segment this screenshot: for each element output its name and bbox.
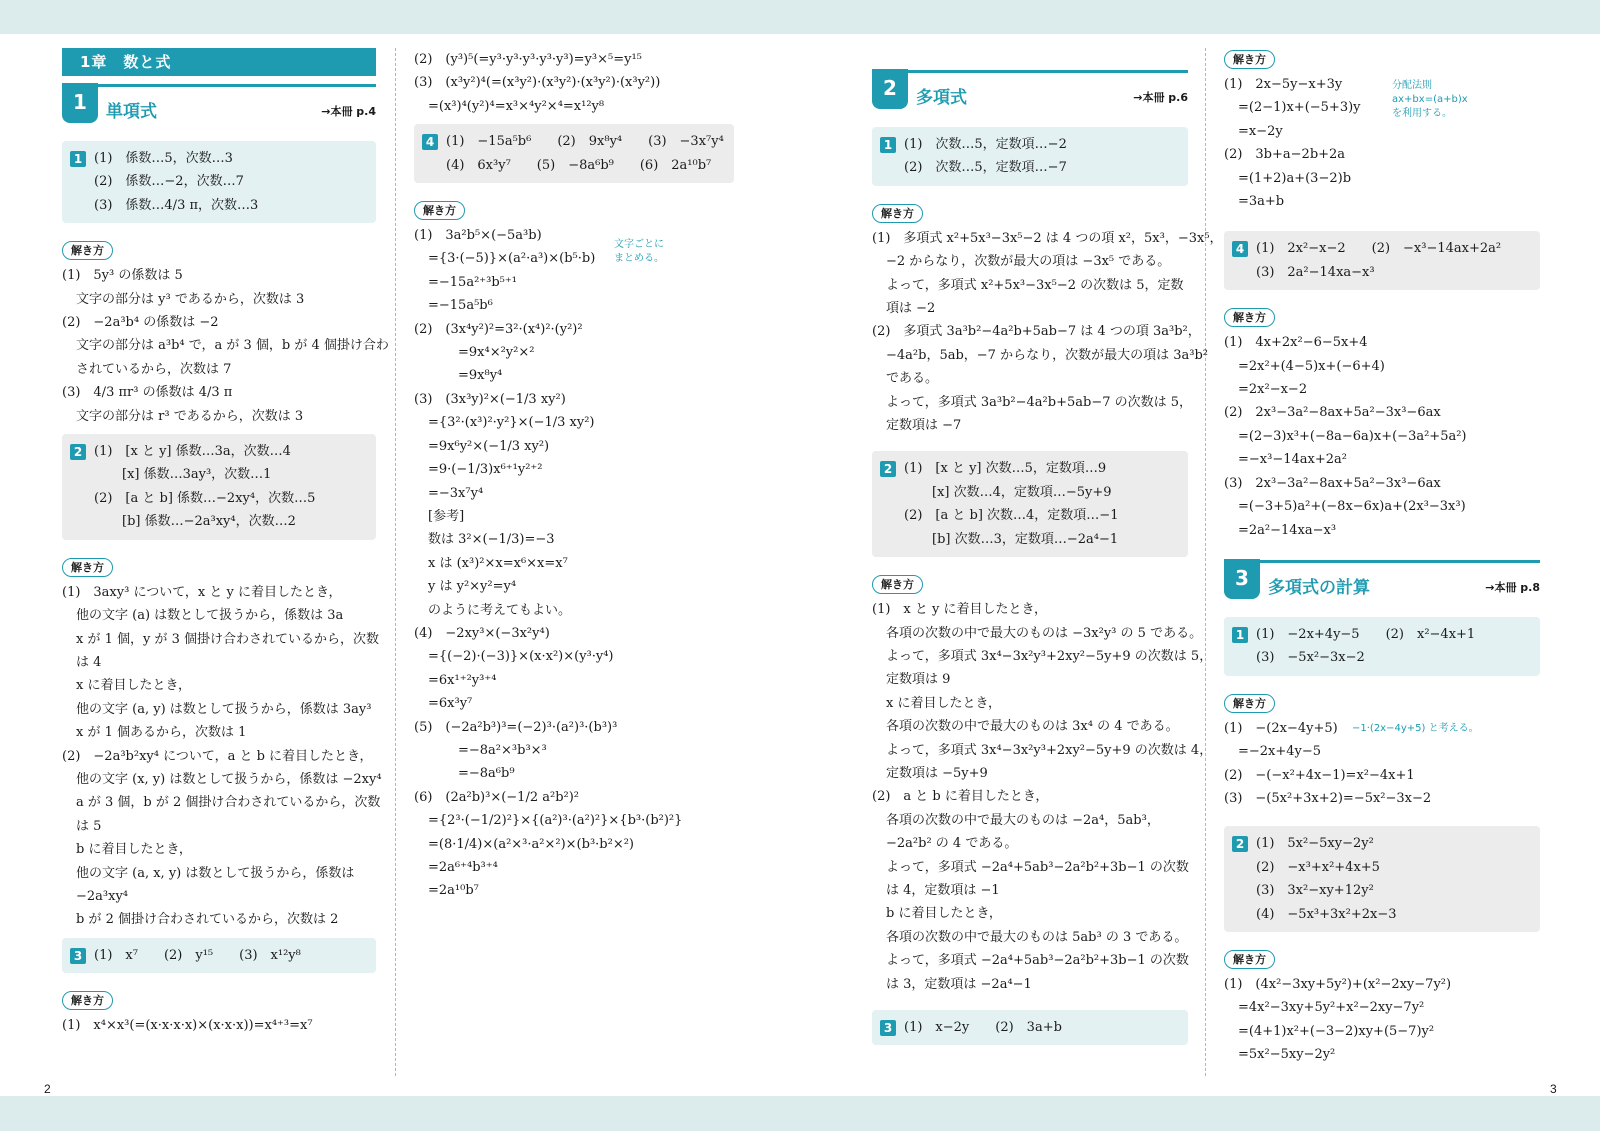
solution-line: (3) 2x³−3a²−8ax+5a²−3x³−6ax — [1224, 475, 1441, 491]
solution-block — [62, 264, 389, 428]
solution-line: は 5 — [76, 818, 102, 834]
solution-line: b に着目したとき， — [76, 842, 192, 858]
solution-line: =(1+2)a+(3−2)b — [1238, 170, 1352, 186]
note-line: ax+bx=(a+b)x — [1392, 94, 1468, 105]
column-divider — [395, 48, 396, 1076]
solution-line: よって，多項式 3x⁴−3x²y³+2xy²−5y+9 の次数は 4， — [886, 742, 1213, 758]
solution-line: −2a²b² の 4 である。 — [886, 836, 1018, 852]
section-title: 多項式の計算 — [1268, 577, 1370, 598]
question-number: 3 — [70, 948, 86, 964]
solution-line: (3) −(5x²+3x+2)=−5x²−3x−2 — [1224, 790, 1432, 806]
section-heading — [872, 70, 1188, 117]
answer-line: (2) −x³+x²+4x+5 — [1256, 859, 1380, 875]
solution-line: =−3x⁷y⁴ — [428, 485, 484, 501]
section-reference: →本冊 p.4 — [321, 105, 376, 118]
solution-line: よって，多項式 x²+5x³−3x⁵−2 の次数は 5，定数 — [886, 277, 1184, 293]
solution-line: =2x²−x−2 — [1238, 382, 1308, 398]
column-1 — [62, 48, 389, 1038]
solution-line: ={3·(−5)}×(a²·a³)×(b⁵·b) — [428, 251, 596, 267]
solution-line: =(2−1)x+(−5+3)y — [1238, 100, 1361, 116]
solution-line: 文字の部分は r³ であるから，次数は 3 — [76, 408, 304, 424]
solution-line: のように考えてもよい。 — [428, 602, 572, 618]
chapter-heading: 1章 数と式 — [62, 48, 376, 76]
answer-line: (1) −2x+4y−5 (2) x²−4x+1 — [1256, 626, 1476, 642]
question-number: 1 — [70, 151, 86, 167]
continued-solution — [414, 48, 734, 118]
answer-line: (2) [a と b] 係数…−2xy⁴，次数…5 — [94, 490, 316, 506]
solution-label: 解き方 — [872, 204, 923, 223]
solution-line: =6x³y⁷ — [428, 696, 473, 712]
top-band — [0, 0, 1600, 34]
solution-line: =2a¹⁰b⁷ — [428, 883, 479, 899]
solution-label: 解き方 — [62, 558, 113, 577]
answer-line: (3) 2a²−14xa−x³ — [1256, 264, 1375, 280]
solution-line: (2) −2a³b²xy⁴ について，a と b に着目したとき， — [62, 748, 373, 764]
solution-line: =−15a²⁺³b⁵⁺¹ — [428, 274, 517, 290]
solution-label: 解き方 — [1224, 50, 1275, 69]
solution-line: 各項の次数の中で最大のものは −2a⁴，5ab³， — [886, 812, 1160, 828]
solution-line: =4x²−3xy+5y²+x²−2xy−7y² — [1238, 1000, 1425, 1016]
solution-line: (2) −2a³b⁴ の係数は −2 — [62, 315, 219, 331]
margin-note — [614, 238, 664, 266]
column-2 — [414, 48, 734, 903]
solution-line: (2) −(−x²+4x−1)=x²−4x+1 — [1224, 767, 1415, 783]
solution-line: b に着目したとき， — [886, 906, 1002, 922]
solution-line: =x−2y — [1238, 123, 1283, 139]
solution-line: ={(−2)·(−3)}×(x·x²)×(y³·y⁴) — [428, 649, 614, 665]
solution-block — [1224, 73, 1540, 213]
solution-line: −2 からなり，次数が最大の項は −3x⁵ である。 — [886, 254, 1171, 270]
solution-label: 解き方 — [1224, 694, 1275, 713]
note-line: を利用する。 — [1392, 108, 1452, 119]
solution-block — [872, 598, 1213, 996]
section-heading — [1224, 560, 1540, 607]
solution-line: b が 2 個掛け合わされているから，次数は 2 — [76, 912, 339, 928]
answer-line: (2) [a と b] 次数…4，定数項…−1 — [904, 508, 1119, 524]
solution-line: =5x²−5xy−2y² — [1238, 1047, 1336, 1063]
solution-line: である。 — [886, 371, 939, 387]
solution-line: (2) 2x³−3a²−8ax+5a²−3x³−6ax — [1224, 405, 1441, 421]
solution-line: a が 3 個，b が 2 個掛け合わされているから，次数 — [76, 795, 381, 811]
section-number: 3 — [1224, 559, 1260, 599]
solution-line: x は (x³)²×x=x⁶×x=x⁷ — [428, 555, 568, 571]
solution-line: =(8·1/4)×(a²×³·a²×²)×(b³·b²×²) — [428, 836, 635, 852]
solution-label: 解き方 — [872, 575, 923, 594]
answer-line: (1) [x と y] 次数…5，定数項…9 — [904, 461, 1107, 477]
solution-line: は 4 — [76, 654, 102, 670]
question-number: 3 — [880, 1020, 896, 1036]
answer-line: (3) −5x²−3x−2 — [1256, 650, 1365, 666]
solution-line: (2) 3b+a−2b+2a — [1224, 147, 1346, 163]
solution-line: (1) (4x²−3xy+5y²)+(x²−2xy−7y²) — [1224, 976, 1452, 992]
answer-box — [62, 434, 376, 540]
answer-line: [x] 次数…4，定数項…−5y+9 — [932, 484, 1112, 500]
solution-line: (3) (3x³y)²×(−1/3 xy²) — [414, 391, 566, 407]
solution-line: =9x⁴×²y²×² — [458, 345, 535, 361]
question-number: 2 — [1232, 836, 1248, 852]
solution-line: (1) 5y³ の係数は 5 — [62, 268, 183, 284]
solution-line: =6x¹⁺²y³⁺⁴ — [428, 672, 497, 688]
solution-line: ={3²·(x³)²·y²}×(−1/3 xy²) — [428, 415, 595, 431]
column-4 — [1224, 48, 1540, 1067]
solution-line: (2) (3x⁴y²)²=3²·(x⁴)²·(y²)² — [414, 321, 583, 337]
solution-line: (5) (−2a²b³)³=(−2)³·(a²)³·(b³)³ — [414, 719, 618, 735]
solution-line: =3a+b — [1238, 194, 1285, 210]
solution-line: (1) 4x+2x²−6−5x+4 — [1224, 335, 1368, 351]
solution-line: 各項の次数の中で最大のものは 5ab³ の 3 である。 — [886, 929, 1188, 945]
solution-line: 他の文字 (a) は数として扱うから，係数は 3a — [76, 608, 344, 624]
solution-label: 解き方 — [414, 201, 465, 220]
solution-line: =−8a⁶b⁹ — [458, 766, 515, 782]
answer-box — [1224, 617, 1540, 676]
solution-line: 数は 3²×(−1/3)=−3 — [428, 532, 555, 548]
solution-line: ={2³·(−1/2)²}×{(a²)³·(a²)²}×{b³·(b²)²} — [428, 813, 683, 829]
solution-line: −4a²b，5ab，−7 からなり，次数が最大の項は 3a³b² — [886, 347, 1208, 363]
solution-line: =9x⁶y²×(−1/3 xy²) — [428, 438, 550, 454]
solution-line: x が 1 個あるから，次数は 1 — [76, 725, 247, 741]
solution-line: =−15a⁵b⁶ — [428, 298, 493, 314]
solution-line: =(2−3)x³+(−8a−6a)x+(−3a²+5a²) — [1238, 428, 1467, 444]
question-number: 1 — [880, 137, 896, 153]
solution-line: =−x³−14ax+2a² — [1238, 452, 1347, 468]
solution-line: =(4+1)x²+(−3−2)xy+(5−7)y² — [1238, 1023, 1435, 1039]
solution-line: は 4，定数項は −1 — [886, 882, 1000, 898]
note-line: 文字ごとに — [614, 239, 664, 251]
solution-label: 解き方 — [62, 241, 113, 260]
answer-box — [872, 451, 1188, 557]
solution-line: (3) 4/3 πr³ の係数は 4/3 π — [62, 385, 233, 401]
bottom-band — [0, 1096, 1600, 1131]
solution-line: 他の文字 (x, y) は数として扱うから，係数は −2xy⁴ — [76, 771, 382, 787]
question-number: 2 — [70, 444, 86, 460]
solution-line: 定数項は −5y+9 — [886, 765, 988, 781]
answer-box — [62, 141, 376, 223]
answer-line: (3) 係数…4/3 π，次数…3 — [94, 197, 259, 213]
solution-line: =(−3+5)a²+(−8x−6x)a+(2x³−3x³) — [1238, 499, 1466, 515]
answer-line: (4) 6x³y⁷ (5) −8a⁶b⁹ (6) 2a¹⁰b⁷ — [446, 157, 712, 173]
solution-line: 文字の部分は a³b⁴ で，a が 3 個，b が 4 個掛け合わ — [76, 338, 389, 354]
section-reference: →本冊 p.8 — [1485, 580, 1540, 594]
answer-line: [b] 係数…−2a³xy⁴，次数…2 — [122, 514, 296, 530]
answer-line: (1) [x と y] 係数…3a，次数…4 — [94, 444, 291, 460]
solution-line: 他の文字 (a, x, y) は数として扱うから，係数は — [76, 865, 355, 881]
question-number: 1 — [1232, 627, 1248, 643]
solution-line: (1) 2x−5y−x+3y — [1224, 77, 1343, 92]
section-number: 2 — [872, 69, 908, 109]
column-divider — [1205, 48, 1206, 1076]
answer-box — [872, 1010, 1188, 1045]
answer-box — [1224, 231, 1540, 290]
solution-line: されているから，次数は 7 — [76, 361, 232, 377]
solution-line: よって，多項式 −2a⁴+5ab³−2a²b²+3b−1 の次数 — [886, 859, 1189, 875]
answer-line: (1) x⁷ (2) y¹⁵ (3) x¹²y⁸ — [94, 947, 301, 963]
solution-block — [1224, 331, 1540, 542]
solution-line: =(x³)⁴(y²)⁴=x³×⁴y²×⁴=x¹²y⁸ — [428, 98, 605, 114]
solution-line: 文字の部分は y³ であるから，次数は 3 — [76, 291, 305, 307]
answer-line: (1) 2x²−x−2 (2) −x³−14ax+2a² — [1256, 241, 1502, 257]
solution-line: よって，多項式 3a³b²−4a²b+5ab−7 の次数は 5， — [886, 394, 1193, 410]
solution-line: y は y²×y²=y⁴ — [428, 579, 517, 595]
solution-line: =9x⁸y⁴ — [458, 368, 503, 384]
solution-line: =2a⁶⁺⁴b³⁺⁴ — [428, 860, 498, 875]
solution-line: 項は −2 — [886, 301, 936, 317]
question-number: 2 — [880, 461, 896, 477]
column-3 — [872, 48, 1223, 1057]
solution-block — [62, 581, 382, 932]
solution-line: (2) a と b に着目したとき， — [872, 789, 1049, 805]
margin-note: −1·(2x−4y+5) と考える。 — [1352, 722, 1479, 734]
answer-box — [872, 127, 1188, 186]
solution-label: 解き方 — [1224, 308, 1275, 327]
solution-line: (1) −(2x−4y+5) — [1224, 720, 1338, 736]
page-number-right: 3 — [1550, 1082, 1557, 1096]
solution-line: =−2x+4y−5 — [1238, 744, 1322, 760]
answer-box — [62, 938, 376, 973]
solution-block — [414, 224, 734, 903]
solution-label: 解き方 — [62, 991, 113, 1010]
solution-line: (2) (y³)⁵(=y³·y³·y³·y³·y³)=y³×⁵=y¹⁵ — [414, 52, 642, 67]
solution-line: (1) x⁴×x³(=(x·x·x·x)×(x·x·x))=x⁴⁺³=x⁷ — [62, 1018, 313, 1034]
solution-block — [1224, 973, 1540, 1067]
answer-box — [1224, 826, 1540, 932]
solution-line: (1) x と y に着目したとき， — [872, 602, 1047, 618]
solution-line: 各項の次数の中で最大のものは 3x⁴ の 4 である。 — [886, 719, 1179, 735]
answer-box — [414, 124, 734, 183]
page-number-left: 2 — [44, 1082, 51, 1096]
answer-line: (4) −5x³+3x²+2x−3 — [1256, 906, 1397, 922]
answer-line: (3) 3x²−xy+12y² — [1256, 883, 1374, 899]
solution-line: よって，多項式 3x⁴−3x²y³+2xy²−5y+9 の次数は 5， — [886, 648, 1213, 664]
solution-line: =9·(−1/3)x⁶⁺¹y²⁺² — [428, 462, 543, 478]
solution-line: (3) (x³y²)⁴(=(x³y²)·(x³y²)·(x³y²)·(x³y²)) — [414, 75, 661, 91]
solution-line: x に着目したとき， — [886, 695, 1001, 711]
note-line: 分配法則 — [1392, 80, 1432, 91]
answer-line: (2) 係数…−2，次数…7 — [94, 174, 244, 190]
question-number: 4 — [422, 134, 438, 150]
solution-label: 解き方 — [1224, 950, 1275, 969]
solution-line: 他の文字 (a, y) は数として扱うから，係数は 3ay³ — [76, 701, 372, 717]
section-reference: →本冊 p.6 — [1133, 91, 1188, 104]
margin-note — [1392, 79, 1468, 121]
solution-line: よって，多項式 −2a⁴+5ab³−2a²b²+3b−1 の次数 — [886, 953, 1189, 969]
solution-line: (4) −2xy³×(−3x²y⁴) — [414, 625, 550, 641]
answer-line: (1) x−2y (2) 3a+b — [904, 1020, 1062, 1035]
solution-line: =−8a²×³b³×³ — [458, 742, 547, 758]
answer-line: (2) 次数…5，定数項…−7 — [904, 160, 1067, 176]
solution-line: x に着目したとき， — [76, 678, 191, 694]
answer-line: (1) 5x²−5xy−2y² — [1256, 836, 1374, 852]
solution-line: (1) 3a²b⁵×(−5a³b) — [414, 228, 542, 244]
question-number: 4 — [1232, 241, 1248, 257]
solution-line: −2a³xy⁴ — [76, 888, 129, 904]
section-title: 単項式 — [106, 102, 157, 122]
solution-line: [参考] — [428, 508, 465, 524]
section-title: 多項式 — [916, 88, 967, 108]
solution-line: (1) 多項式 x²+5x³−3x⁵−2 は 4 つの項 x²，5x³，−3x⁵， — [872, 230, 1223, 246]
solution-line: は 3，定数項は −2a⁴−1 — [886, 976, 1032, 992]
answer-line: [b] 次数…3，定数項…−2a⁴−1 — [932, 531, 1119, 547]
solution-line: (1) 3axy³ について，x と y に着目したとき， — [62, 584, 342, 600]
section-number: 1 — [62, 83, 98, 123]
solution-block — [1224, 717, 1540, 811]
answer-line: (1) −15a⁵b⁶ (2) 9x⁸y⁴ (3) −3x⁷y⁴ — [446, 134, 724, 150]
solution-line: (2) 多項式 3a³b²−4a²b+5ab−7 は 4 つの項 3a³b²， — [872, 324, 1201, 340]
answer-line: [x] 係数…3ay³，次数…1 — [122, 467, 272, 483]
solution-line: =2a²−14xa−x³ — [1238, 522, 1337, 538]
solution-block — [872, 227, 1223, 438]
solution-line: (6) (2a²b)³×(−1/2 a²b²)² — [414, 789, 580, 805]
solution-line: 各項の次数の中で最大のものは −3x²y³ の 5 である。 — [886, 625, 1203, 641]
section-heading — [62, 84, 376, 131]
solution-line: 定数項は 9 — [886, 672, 951, 688]
solution-line: x が 1 個，y が 3 個掛け合わされているから，次数 — [76, 631, 380, 647]
answer-line: (1) 次数…5，定数項…−2 — [904, 137, 1067, 152]
solution-line: 定数項は −7 — [886, 418, 962, 434]
answer-line: (1) 係数…5，次数…3 — [94, 151, 233, 166]
solution-line: =2x²+(4−5)x+(−6+4) — [1238, 358, 1385, 374]
note-line: まとめる。 — [614, 253, 664, 265]
